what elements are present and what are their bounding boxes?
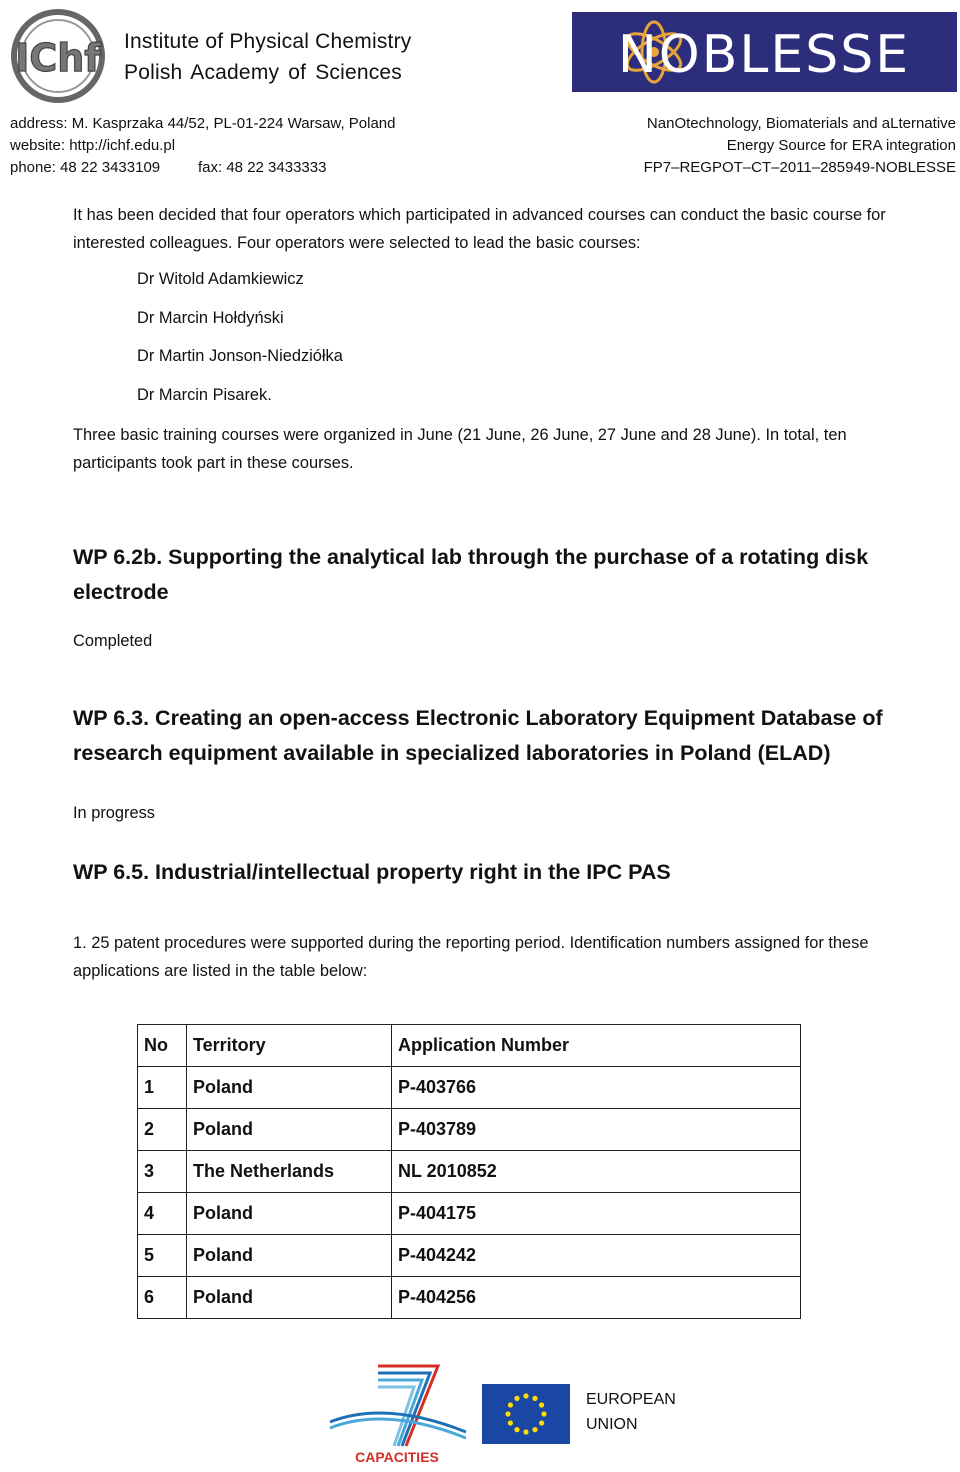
ichf-logo-text: IChf [15,36,101,80]
table-row [138,1151,801,1193]
cell-territory: Poland [187,1193,392,1235]
patents-paragraph: 1. 25 patent procedures were supported during the reporting period. Identification numbers assigned for these applications are listed in the table below: [73,934,869,980]
cell-application-number: P-403789 [392,1109,801,1151]
table-row [138,1193,801,1235]
cell-territory: The Netherlands [187,1151,392,1193]
cell-application-number: P-403766 [392,1067,801,1109]
eu-flag [482,1384,570,1444]
operator-item: Dr Marcin Hołdyński [137,309,284,327]
cell-application-number: NL 2010852 [392,1151,801,1193]
cell-application-number: P-404242 [392,1235,801,1277]
cell-territory: Poland [187,1235,392,1277]
cell-territory: Poland [187,1067,392,1109]
ichf-logo [8,8,112,104]
noblesse-atom-icon [572,12,957,92]
wp63-heading: WP 6.3. Creating an open-access Electronic Laboratory Equipment Database of research equipment available in specialized laboratories in Poland (ELAD) [73,706,883,765]
wp65-heading: WP 6.5. Industrial/intellectual property right in the IPC PAS [73,860,671,884]
institute-name-line2: Polish Academy of Sciences [124,61,403,84]
eu-label-line1: EUROPEAN [586,1391,676,1408]
cell-no: 2 [138,1109,187,1151]
cell-no: 5 [138,1235,187,1277]
noblesse-tagline-2: Energy Source for ERA integration [726,137,956,154]
eu-label-line2: UNION [586,1416,638,1433]
fax: fax: 48 22 3433333 [198,159,327,176]
address: address: M. Kasprzaka 44/52, PL-01-224 Warsaw, Poland [10,115,396,132]
noblesse-tagline-1: NanOtechnology, Biomaterials and aLternative [646,115,956,132]
table-row [138,1109,801,1151]
wp62b-status: Completed [73,632,153,650]
cell-no: 6 [138,1277,187,1319]
noblesse-logo-text: NOBLESSE [617,25,911,85]
cell-territory: Poland [187,1277,392,1319]
cell-no: 3 [138,1151,187,1193]
cell-no: 1 [138,1067,187,1109]
grant-number: FP7–REGPOT–CT–2011–285949-NOBLESSE [643,159,956,176]
eu-stars-icon [482,1384,570,1444]
institute-name-line1: Institute of Physical Chemistry [124,30,412,53]
cell-territory: Poland [187,1109,392,1151]
intro-paragraph: It has been decided that four operators which participated in advanced courses can conduct the basic course for interested colleagues. Four operators were selected to lead the basic courses: [73,206,886,252]
table-row [138,1235,801,1277]
header-no: No [138,1025,187,1067]
patent-table [137,1024,801,1319]
capacities-label: CAPACITIES [355,1449,439,1465]
phone: phone: 48 22 3433109 [10,159,161,176]
table-row [138,1067,801,1109]
operator-item: Dr Marcin Pisarek. [137,386,272,404]
fp7-capacities-logo [326,1360,468,1468]
wp62b-heading: WP 6.2b. Supporting the analytical lab through the purchase of a rotating disk electrode [73,545,869,604]
table-row [138,1277,801,1319]
wp63-status: In progress [73,804,155,822]
cell-application-number: P-404256 [392,1277,801,1319]
table-header-row [138,1025,801,1067]
website: website: http://ichf.edu.pl [10,137,176,154]
training-paragraph: Three basic training courses were organized in June (21 June, 26 June, 27 June and 28 June). In total, ten participants took part in these courses. [73,426,847,472]
noblesse-logo [572,12,957,92]
operator-item: Dr Witold Adamkiewicz [137,270,304,288]
operator-item: Dr Martin Jonson-Niedziółka [137,347,343,365]
cell-no: 4 [138,1193,187,1235]
header-application-number: Application Number [392,1025,801,1067]
header-territory: Territory [187,1025,392,1067]
cell-application-number: P-404175 [392,1193,801,1235]
